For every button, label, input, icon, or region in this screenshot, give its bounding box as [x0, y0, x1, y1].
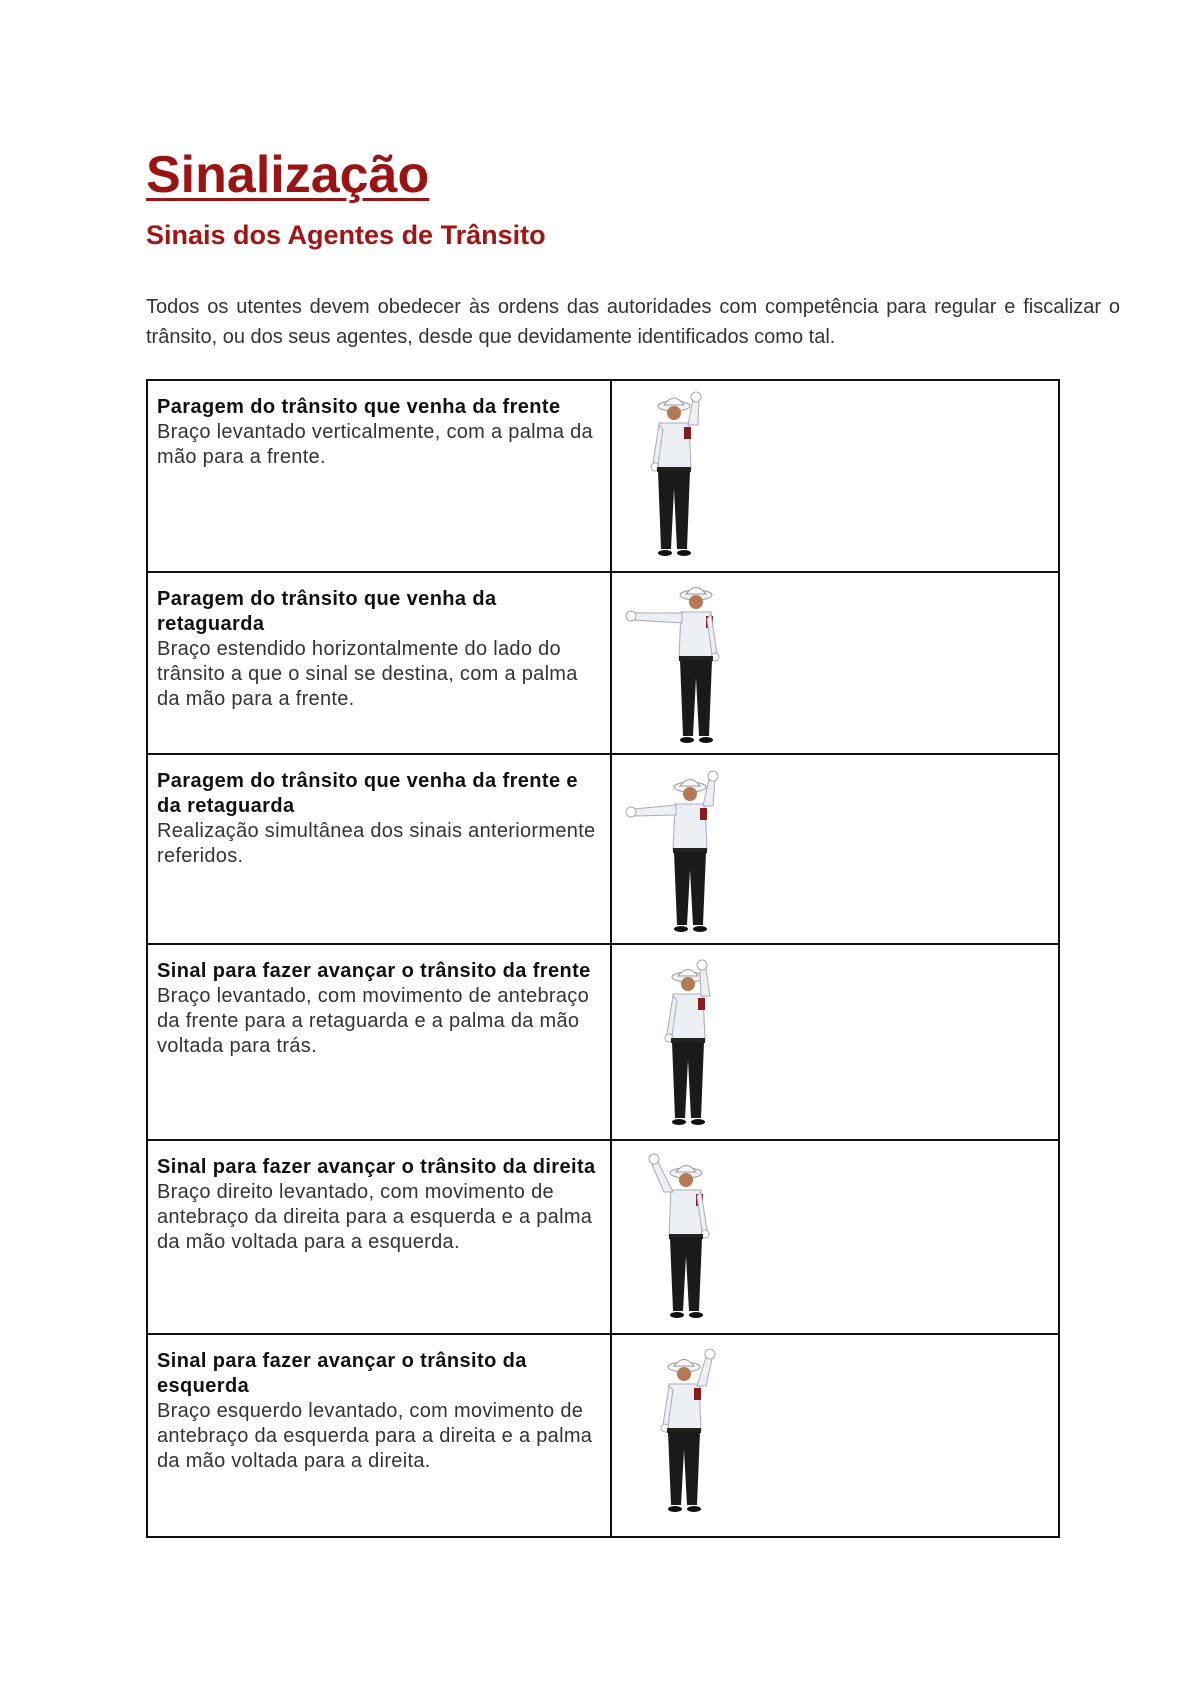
officer-arm-raised-icon [658, 955, 738, 1130]
signal-text: Braço levantado verticalmente, com a palma da mão para a frente. [157, 421, 593, 468]
officer-arm-raised-icon [654, 1345, 744, 1517]
signal-description-cell [147, 380, 611, 572]
officer-both-arms-icon [624, 765, 734, 935]
signal-description-cell [147, 1140, 611, 1334]
signal-figure-cell [611, 572, 1059, 754]
table-row [147, 754, 1059, 944]
signals-table [146, 379, 1060, 1538]
signal-heading: Paragem do trânsito que venha da retaguarda [157, 588, 497, 635]
signal-text: Braço estendido horizontalmente do lado do trânsito a que o sinal se destina, com a palma da mão para a frente. [157, 638, 578, 710]
signal-description-cell [147, 944, 611, 1140]
signal-description-cell [147, 572, 611, 754]
signal-heading: Paragem do trânsito que venha da frente [157, 396, 561, 418]
officer-arm-raised-icon [644, 391, 724, 561]
signal-figure-cell [611, 944, 1059, 1140]
table-row [147, 380, 1059, 572]
signal-text: Braço levantado, com movimento de antebraço da frente para a retaguarda e a palma da mão voltada para trás. [157, 985, 590, 1057]
signal-text: Realização simultânea dos sinais anteriormente referidos. [157, 820, 596, 867]
page-title: Sinalização [146, 146, 430, 204]
table-row [147, 572, 1059, 754]
officer-arm-horizontal-icon [624, 583, 734, 748]
signal-figure-cell [611, 754, 1059, 944]
officer-left-arm-raised-icon [642, 1151, 722, 1323]
table-row [147, 1140, 1059, 1334]
table-row [147, 1334, 1059, 1537]
signal-figure-cell [611, 1140, 1059, 1334]
signal-heading: Sinal para fazer avançar o trânsito da direita [157, 1156, 596, 1178]
signal-heading: Sinal para fazer avançar o trânsito da frente [157, 960, 591, 982]
table-row [147, 944, 1059, 1140]
signal-figure-cell [611, 1334, 1059, 1537]
signal-figure-cell [611, 380, 1059, 572]
signal-text: Braço esquerdo levantado, com movimento de antebraço da esquerda para a direita e a palma da mão voltada para a direita. [157, 1400, 593, 1472]
signal-description-cell [147, 1334, 611, 1537]
signal-description-cell [147, 754, 611, 944]
signal-heading: Sinal para fazer avançar o trânsito da esquerda [157, 1350, 527, 1397]
signal-heading: Paragem do trânsito que venha da frente e da retaguarda [157, 770, 578, 817]
intro-paragraph: Todos os utentes devem obedecer às ordens das autoridades com competência para regular e fiscalizar o trânsito, ou dos seus agentes, desde que devidamente identificados como tal. [146, 296, 1120, 348]
page-subtitle: Sinais dos Agentes de Trânsito [146, 220, 546, 250]
signal-text: Braço direito levantado, com movimento de antebraço da direita para a esquerda e a palma da mão voltada para a esquerda. [157, 1181, 593, 1253]
